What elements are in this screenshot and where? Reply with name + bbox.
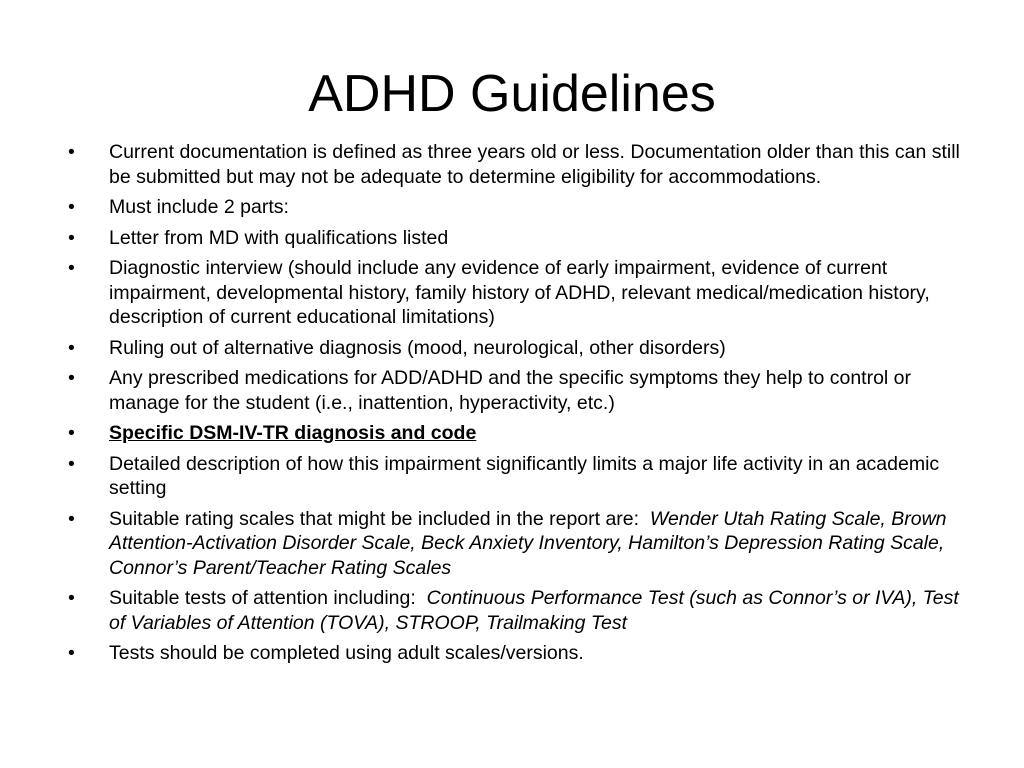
bullet-text-italic: Wender Utah Rating Scale, Brown Attention-Activation Disorder Scale, Beck Anxiety Inventory, Hamilton’s Depression Rating Scale, Connor’s Parent/Teacher Rating Scales: [109, 507, 947, 579]
slide-title: ADHD Guidelines: [308, 65, 716, 123]
bullet-dot-icon: •: [68, 367, 75, 389]
bullet-item-md-letter: [68, 226, 968, 251]
bullet-dot-icon: •: [68, 507, 75, 530]
bullet-text-emphasized: Specific DSM-IV-TR diagnosis and code: [109, 422, 477, 444]
bullet-list: [68, 140, 968, 672]
bullet-text: Current documentation is defined as three years old or less. Documentation older than this can still be submitted but may not be adequate to determine eligibility for accommodations.: [109, 141, 960, 188]
bullet-text: Must include 2 parts:: [109, 196, 289, 218]
bullet-dot-icon: •: [68, 257, 75, 279]
bullet-dot-icon: •: [68, 196, 75, 218]
bullet-item-rating-scales: [68, 507, 968, 581]
bullet-item-dsm-diagnosis: [68, 421, 968, 446]
bullet-text: Any prescribed medications for ADD/ADHD and the specific symptoms they help to control or manage for the student (i.e., inattention, hyperactivity, etc.): [109, 367, 912, 414]
bullet-text: Diagnostic interview (should include any evidence of early impairment, evidence of current impairment, developmental history, family history of ADHD, relevant medical/medication history, description of current educational limitations): [109, 257, 930, 328]
bullet-text: Letter from MD with qualifications listed: [109, 226, 449, 249]
bullet-item-attention-tests: [68, 586, 968, 635]
bullet-text: Suitable rating scales that might be included in the report are:: [109, 507, 650, 530]
bullet-item-alternative-diagnosis: [68, 336, 968, 361]
bullet-item-medications: [68, 366, 968, 415]
bullet-text-italic: Continuous Performance Test (such as Connor’s or IVA), Test of Variables of Attention (TOVA), STROOP, Trailmaking Test: [109, 587, 959, 634]
bullet-item-two-parts: [68, 195, 968, 220]
bullet-item-diagnostic-interview: [68, 256, 968, 330]
bullet-dot-icon: •: [68, 587, 75, 609]
bullet-text: Ruling out of alternative diagnosis (mood, neurological, other disorders): [109, 336, 726, 359]
bullet-dot-icon: •: [68, 141, 75, 163]
bullet-dot-icon: •: [68, 642, 75, 664]
bullet-dot-icon: •: [68, 226, 75, 249]
bullet-item-impairment-description: [68, 452, 968, 501]
bullet-dot-icon: •: [68, 452, 75, 475]
bullet-item-documentation: [68, 140, 968, 189]
bullet-item-adult-scales: [68, 641, 968, 666]
bullet-text: Detailed description of how this impairment significantly limits a major life activity in an academic setting: [109, 452, 940, 499]
bullet-dot-icon: •: [68, 422, 75, 444]
bullet-dot-icon: •: [68, 336, 75, 359]
bullet-text: Tests should be completed using adult scales/versions.: [109, 642, 584, 664]
bullet-text: Suitable tests of attention including:: [109, 587, 427, 609]
